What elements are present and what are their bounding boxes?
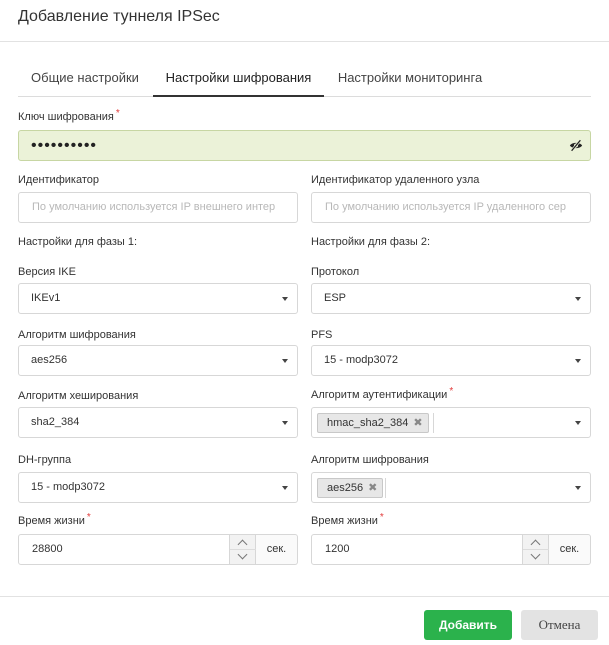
ike-version-value: IKEv1 (31, 292, 61, 304)
cancel-button[interactable]: Отмена (521, 610, 598, 640)
eye-slash-icon[interactable] (569, 139, 583, 152)
pfs-label: PFS (311, 329, 333, 341)
required-mark: * (86, 512, 91, 523)
dialog-header (0, 0, 609, 42)
hash-label: Алгоритм хеширования (18, 390, 139, 402)
increment-button[interactable] (523, 535, 549, 550)
chip-divider (433, 413, 434, 433)
chevron-down-icon (575, 421, 581, 425)
required-mark: * (115, 108, 120, 119)
protocol-label: Протокол (311, 266, 360, 278)
phase2-lifetime-label-text: Время жизни (311, 515, 378, 527)
phase2-lifetime-input[interactable]: 1200 (311, 534, 523, 565)
phase1-heading: Настройки для фазы 1: (18, 236, 138, 248)
chevron-down-icon (575, 486, 581, 490)
chevron-down-icon (282, 297, 288, 301)
phase1-lifetime-field (18, 534, 298, 565)
increment-button[interactable] (230, 535, 256, 550)
dialog-footer (0, 596, 609, 645)
auth-label-text: Алгоритм аутентификации (311, 389, 448, 401)
identifier-input[interactable]: По умолчанию используется IP внешнего интер (18, 192, 298, 223)
required-mark: * (449, 386, 454, 397)
chevron-up-icon (531, 540, 541, 550)
chip-remove-icon[interactable]: ✖ (368, 482, 378, 494)
chevron-down-icon (575, 359, 581, 363)
protocol-value: ESP (324, 292, 347, 304)
phase2-encryption-label: Алгоритм шифрования (311, 454, 429, 466)
hash-value: sha2_384 (31, 416, 80, 428)
chevron-down-icon (282, 486, 288, 490)
phase1-lifetime-stepper (230, 534, 256, 565)
phase2-lifetime-unit: сек. (549, 534, 591, 565)
remote-identifier-input[interactable]: По умолчанию используется IP удаленного сер (311, 192, 591, 223)
phase1-encryption-select[interactable] (18, 345, 298, 376)
dialog-title: Добавление туннеля IPSec (18, 8, 220, 25)
pfs-select[interactable] (311, 345, 591, 376)
add-button[interactable]: Добавить (424, 610, 512, 640)
auth-select[interactable] (311, 407, 591, 438)
tab-general[interactable]: Общие настройки (31, 70, 139, 85)
phase1-encryption-label: Алгоритм шифрования (18, 329, 136, 341)
dh-group-value: 15 - modp3072 (31, 481, 105, 493)
phase2-lifetime-field (311, 534, 591, 565)
tab-bar (18, 61, 591, 97)
encryption-chip (317, 478, 383, 498)
ike-version-label: Версия IKE (18, 266, 76, 278)
decrement-button[interactable] (523, 550, 549, 565)
protocol-select[interactable] (311, 283, 591, 314)
phase1-lifetime-label-text: Время жизни (18, 515, 85, 527)
chevron-down-icon (575, 297, 581, 301)
auth-chip (317, 413, 429, 433)
pfs-value: 15 - modp3072 (324, 354, 398, 366)
chevron-down-icon (531, 550, 541, 560)
chevron-down-icon (282, 359, 288, 363)
tab-monitoring[interactable]: Настройки мониторинга (337, 70, 483, 85)
phase2-lifetime-label (311, 512, 384, 527)
tab-encryption[interactable]: Настройки шифрования (153, 61, 324, 97)
hash-select[interactable] (18, 407, 298, 438)
auth-chip-label: hmac_sha2_384 (327, 417, 409, 429)
key-value: •••••••••• (31, 137, 98, 154)
phase1-lifetime-label (18, 512, 91, 527)
identifier-label: Идентификатор (18, 174, 99, 186)
phase1-lifetime-input[interactable]: 28800 (18, 534, 230, 565)
dh-group-label: DH-группа (18, 454, 72, 466)
remote-identifier-label: Идентификатор удаленного узла (311, 174, 480, 186)
required-mark: * (379, 512, 384, 523)
phase2-encryption-select[interactable] (311, 472, 591, 503)
phase1-encryption-value: aes256 (31, 354, 68, 366)
key-label-text: Ключ шифрования (18, 111, 114, 123)
encryption-chip-label: aes256 (327, 482, 364, 494)
dh-group-select[interactable] (18, 472, 298, 503)
ike-version-select[interactable] (18, 283, 298, 314)
auth-label (311, 386, 454, 401)
phase2-heading: Настройки для фазы 2: (311, 236, 431, 248)
chevron-down-icon (282, 421, 288, 425)
phase2-lifetime-stepper (523, 534, 549, 565)
encryption-key-field[interactable] (18, 130, 591, 161)
chip-divider (385, 478, 386, 498)
decrement-button[interactable] (230, 550, 256, 565)
chevron-down-icon (238, 550, 248, 560)
key-label (18, 108, 120, 123)
phase1-lifetime-unit: сек. (256, 534, 298, 565)
chevron-up-icon (238, 540, 248, 550)
chip-remove-icon[interactable]: ✖ (413, 417, 423, 429)
